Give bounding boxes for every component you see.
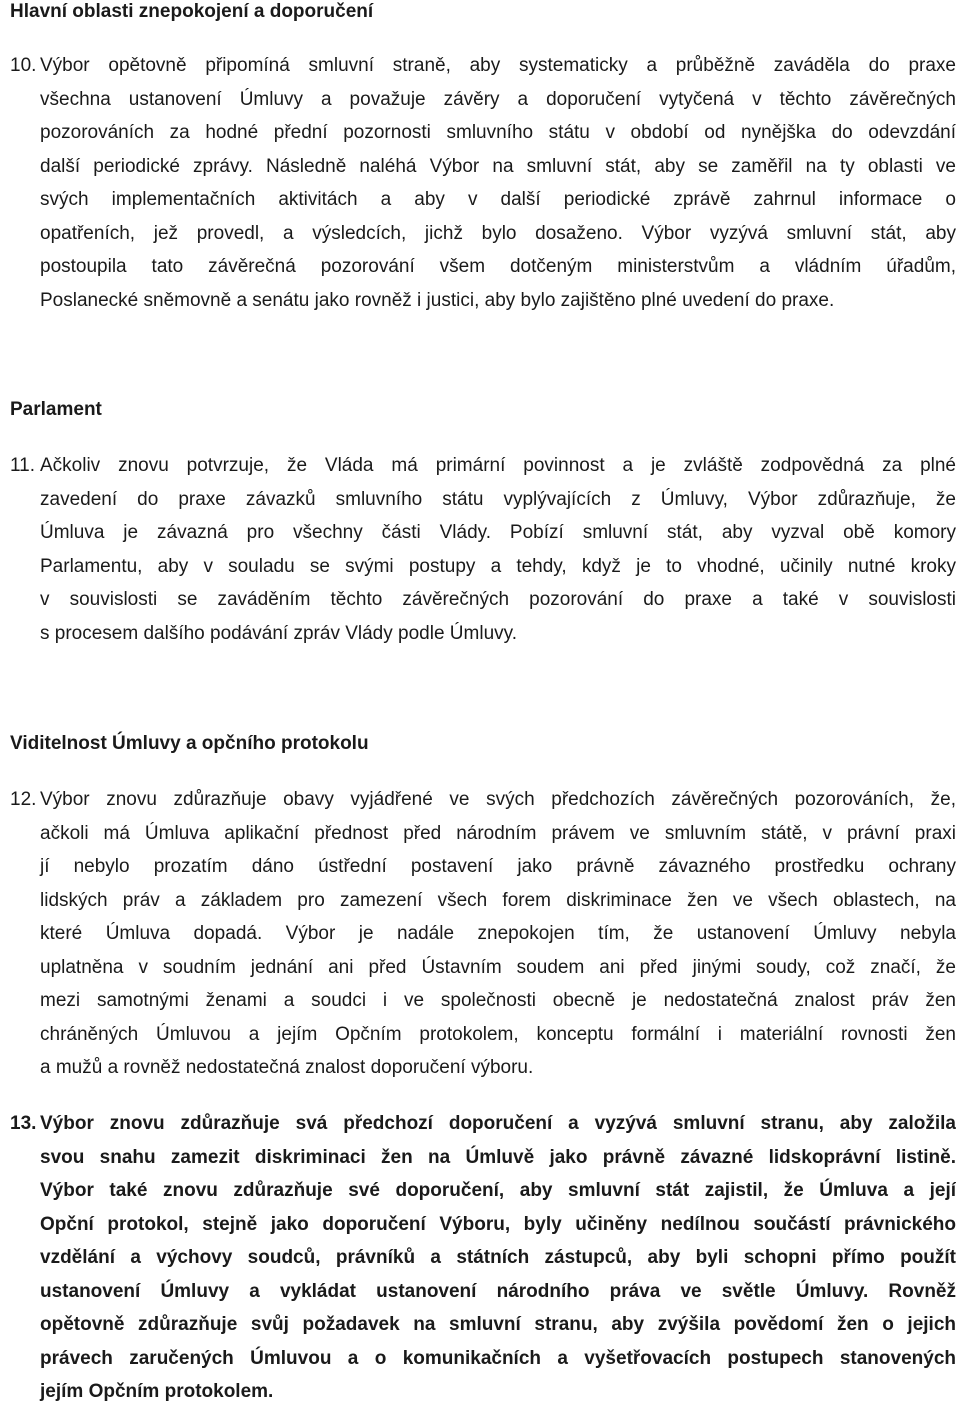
paragraph-line <box>10 150 956 184</box>
paragraph-line <box>10 984 956 1018</box>
paragraph-number: 12. <box>10 789 37 810</box>
paragraph-line <box>10 217 956 251</box>
paragraph-line <box>10 49 956 83</box>
paragraph-line <box>10 1107 956 1141</box>
paragraph-10 <box>10 49 956 317</box>
paragraph-line-text: Výbor znovu zdůrazňuje svá předchozí doporučení a vyzývá smluvní stranu, aby založila <box>40 1113 956 1134</box>
paragraph-11 <box>10 449 956 650</box>
paragraph-line <box>10 617 956 651</box>
paragraph-line-text: ačkoli má Úmluva aplikační přednost před národním právem ve smluvním státě, v právní praxi <box>40 822 956 844</box>
paragraph-number: 11. <box>10 455 36 476</box>
paragraph-number: 13. <box>10 1113 37 1134</box>
paragraph-line <box>10 1208 956 1242</box>
paragraph-line-text: a mužů a rovněž nedostatečná znalost doporučení výboru. <box>40 1057 534 1078</box>
paragraph-line-text: Výbor opětovně připomíná smluvní straně, aby systematicky a průběžně zaváděla do praxe <box>40 55 956 76</box>
paragraph-line-text: zavedení do praxe závazků smluvního státu vyplývajících z Úmluvy, Výbor zdůrazňuje, že <box>40 488 956 510</box>
paragraph-line-text: Ačkoliv znovu potvrzuje, že Vláda má primární povinnost a je zvláště zodpovědná za plné <box>40 455 956 476</box>
paragraph-13 <box>10 1107 956 1409</box>
paragraph-line <box>10 884 956 918</box>
paragraph-line-text: opětovně zdůrazňuje svůj požadavek na smluvní stranu, aby zvýšila povědomí žen o jejich <box>40 1314 956 1335</box>
paragraph-line <box>10 1241 956 1275</box>
paragraph-line <box>10 1308 956 1342</box>
paragraph-line-text: jí nebylo prozatím dáno ústřední postavení jako právně závazného prostředku ochrany <box>40 856 956 877</box>
paragraph-line <box>10 951 956 985</box>
paragraph-line <box>10 817 956 851</box>
paragraph-line-text: svou snahu zamezit diskriminaci žen na Úmluvě jako právně závazné lidskoprávní listině. <box>40 1146 956 1168</box>
paragraph-line-text: postoupila tato závěrečná pozorování všem dotčeným ministerstvům a vládním úřadům, <box>40 256 956 277</box>
paragraph-line-text: Opční protokol, stejně jako doporučení Výboru, byly učiněny nedílnou součástí právnického <box>40 1213 956 1235</box>
paragraph-line <box>10 550 956 584</box>
paragraph-line <box>10 1342 956 1376</box>
paragraph-12 <box>10 783 956 1085</box>
paragraph-line <box>10 1018 956 1052</box>
paragraph-line <box>10 516 956 550</box>
paragraph-line <box>10 183 956 217</box>
paragraph-line <box>10 1051 956 1085</box>
paragraph-line-text: všechna ustanovení Úmluvy a považuje závěry a doporučení vytyčená v těchto závěrečných <box>40 88 956 110</box>
paragraph-line-text: mezi samotnými ženami a soudci i ve společnosti obecně je nedostatečná znalost práv žen <box>40 990 956 1011</box>
paragraph-line <box>10 850 956 884</box>
paragraph-line <box>10 250 956 284</box>
paragraph-line <box>10 284 956 318</box>
paragraph-number: 10. <box>10 55 37 76</box>
paragraph-line-text: Výbor znovu zdůrazňuje obavy vyjádřené ve svých předchozích závěrečných pozorováních, že, <box>40 789 956 810</box>
paragraph-line <box>10 583 956 617</box>
paragraph-line <box>10 783 956 817</box>
paragraph-line-text: jejím Opčním protokolem. <box>40 1381 274 1402</box>
paragraph-line-text: ustanovení Úmluvy a vykládat ustanovení národního práva ve světle Úmluvy. Rovněž <box>40 1280 956 1302</box>
paragraph-line <box>10 483 956 517</box>
paragraph-line-text: lidských práv a základem pro zamezení všech forem diskriminace žen ve všech oblastech, na <box>40 889 956 911</box>
paragraph-line-text: v souvislosti se zaváděním těchto závěrečných pozorování do praxe a také v souvislosti <box>40 589 956 610</box>
paragraph-line-text: Poslanecké sněmovně a senátu jako rovněž i justici, aby bylo zajištěno plné uvedení do praxe. <box>40 289 835 311</box>
paragraph-line <box>10 1174 956 1208</box>
paragraph-line-text: opatřeních, jež provedl, a výsledcích, jichž bylo dosaženo. Výbor vyzývá smluvní stát, aby <box>40 222 956 244</box>
paragraph-line-text: které Úmluva dopadá. Výbor je nadále znepokojen tím, že ustanovení Úmluvy nebyla <box>40 923 956 944</box>
paragraph-line-text: Úmluva je závazná pro všechny části Vlády. Pobízí smluvní stát, aby vyzval obě komory <box>40 522 956 543</box>
main-heading: Hlavní oblasti znepokojení a doporučení <box>10 1 374 22</box>
paragraph-line-text: právech zaručených Úmluvou a o komunikačních a vyšetřovacích postupech stanovených <box>40 1347 956 1369</box>
paragraph-line <box>10 1275 956 1309</box>
paragraph-line-text: Parlamentu, aby v souladu se svými postupy a tehdy, když je to vhodné, učinily nutné kroky <box>40 555 956 577</box>
paragraph-line-text: vzdělání a výchovy soudců, právníků a státních zástupců, aby byli schopni přímo použít <box>40 1247 956 1268</box>
paragraph-line <box>10 1375 956 1409</box>
paragraph-line <box>10 917 956 951</box>
paragraph-line <box>10 449 956 483</box>
paragraph-line-text: další periodické zprávy. Následně naléhá Výbor na smluvní stát, aby se zaměřil na ty oblasti ve <box>40 155 956 177</box>
paragraph-line-text: chráněných Úmluvou a jejím Opčním protokolem, konceptu formální i materiální rovnosti žen <box>40 1023 956 1045</box>
paragraph-line-text: svých implementačních aktivitách a aby v další periodické zprávě zahrnul informace o <box>40 189 956 210</box>
paragraph-line-text: s procesem dalšího podávání zpráv Vlády podle Úmluvy. <box>40 622 518 644</box>
viditelnost-heading: Viditelnost Úmluvy a opčního protokolu <box>10 733 369 754</box>
paragraph-line-text: uplatněna v soudním jednání ani před Ústavním soudem ani před jinými soudy, což značí, že <box>40 956 956 978</box>
parlament-heading: Parlament <box>10 399 102 420</box>
paragraph-line <box>10 116 956 150</box>
paragraph-line <box>10 83 956 117</box>
paragraph-line-text: pozorováních za hodné přední pozornosti smluvního státu v období od nynějška do odevzdání <box>40 122 956 143</box>
paragraph-line-text: Výbor také znovu zdůrazňuje své doporučení, aby smluvní stát zajistil, že Úmluva a její <box>40 1180 956 1201</box>
paragraph-line <box>10 1141 956 1175</box>
